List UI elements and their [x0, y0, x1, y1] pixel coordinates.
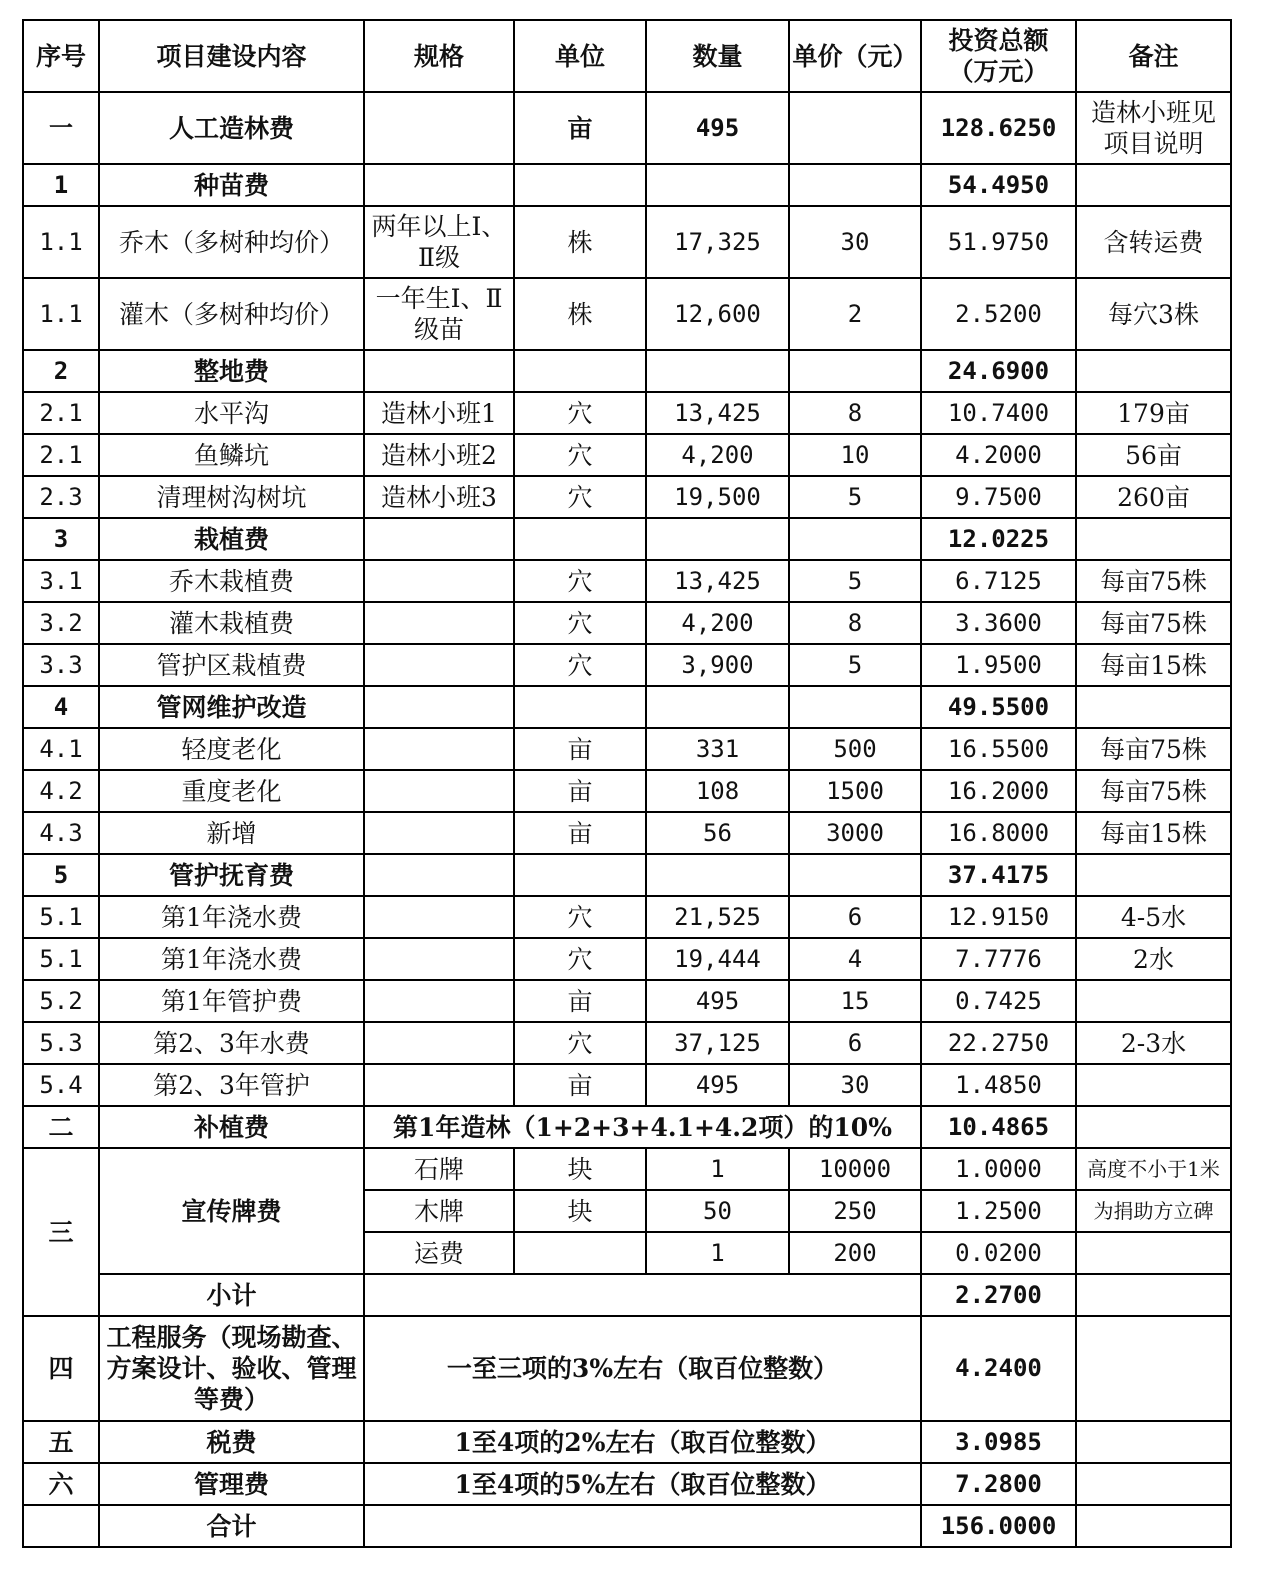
row-note: [1076, 518, 1231, 560]
table-row: [23, 644, 1231, 686]
row-price: 10: [789, 434, 921, 476]
signage-total: 1.0000: [921, 1148, 1076, 1190]
row-spec: [364, 812, 514, 854]
row-price: 15: [789, 980, 921, 1022]
row-content: 第1年管护费: [99, 980, 364, 1022]
row-content: 第2、3年水费: [99, 1022, 364, 1064]
row-no: 4.1: [23, 728, 99, 770]
row-qty: 495: [646, 980, 789, 1022]
signage-subtotal-row: [23, 1274, 1231, 1316]
row-price: 3000: [789, 812, 921, 854]
signage-total: 0.0200: [921, 1232, 1076, 1274]
tax-total: 3.0985: [921, 1421, 1076, 1463]
table-row: [23, 980, 1231, 1022]
row-spec: [364, 770, 514, 812]
row-qty: 4,200: [646, 434, 789, 476]
row-no: 2: [23, 350, 99, 392]
mgmt-content: 管理费: [99, 1463, 364, 1505]
row-unit: 穴: [514, 560, 646, 602]
row-price: 5: [789, 560, 921, 602]
subtotal-note: [1076, 1274, 1231, 1316]
row-content: 鱼鳞坑: [99, 434, 364, 476]
row-spec: [364, 686, 514, 728]
replant-note: [1076, 1106, 1231, 1148]
header-total: 投资总额（万元）: [921, 20, 1076, 92]
table-row: [23, 770, 1231, 812]
service-formula: 一至三项的3%左右（取百位整数）: [364, 1316, 921, 1421]
row-total: 16.8000: [921, 812, 1076, 854]
row-note: 2水: [1076, 938, 1231, 980]
row-qty: [646, 686, 789, 728]
signage-price: 250: [789, 1190, 921, 1232]
row-total: 0.7425: [921, 980, 1076, 1022]
row-spec: [364, 980, 514, 1022]
grand-total: 156.0000: [921, 1505, 1076, 1547]
row-note: 每穴3株: [1076, 278, 1231, 350]
row-unit: 亩: [514, 1064, 646, 1106]
row-note: [1076, 1064, 1231, 1106]
row-note: 每亩15株: [1076, 812, 1231, 854]
row-unit: [514, 164, 646, 206]
row-spec: [364, 602, 514, 644]
row-content: 水平沟: [99, 392, 364, 434]
table-row: [23, 1064, 1231, 1106]
row-total: 16.2000: [921, 770, 1076, 812]
row-spec: [364, 92, 514, 164]
row-qty: 19,500: [646, 476, 789, 518]
row-qty: [646, 854, 789, 896]
row-qty: 13,425: [646, 560, 789, 602]
table-row: [23, 92, 1231, 164]
row-spec: 一年生Ⅰ、Ⅱ级苗: [364, 278, 514, 350]
row-qty: 331: [646, 728, 789, 770]
row-no: 一: [23, 92, 99, 164]
signage-note: 高度不小于1米: [1076, 1148, 1231, 1190]
row-total: 54.4950: [921, 164, 1076, 206]
row-price: [789, 350, 921, 392]
row-total: 37.4175: [921, 854, 1076, 896]
row-content: 第1年浇水费: [99, 896, 364, 938]
row-content: 重度老化: [99, 770, 364, 812]
row-total: 10.7400: [921, 392, 1076, 434]
row-price: 6: [789, 896, 921, 938]
table-row: [23, 434, 1231, 476]
row-total: 3.3600: [921, 602, 1076, 644]
row-no: 5: [23, 854, 99, 896]
row-spec: [364, 896, 514, 938]
signage-price: 200: [789, 1232, 921, 1274]
signage-unit: 块: [514, 1190, 646, 1232]
signage-note: 为捐助方立碑: [1076, 1190, 1231, 1232]
grand-label: 合计: [99, 1505, 364, 1547]
table-row: [23, 350, 1231, 392]
row-note: [1076, 854, 1231, 896]
row-content: 栽植费: [99, 518, 364, 560]
table-row: [23, 1022, 1231, 1064]
row-content: 乔木（多树种均价）: [99, 206, 364, 278]
replant-no: 二: [23, 1106, 99, 1148]
row-price: 8: [789, 602, 921, 644]
signage-row: [23, 1148, 1231, 1190]
row-price: 500: [789, 728, 921, 770]
row-price: 5: [789, 644, 921, 686]
row-price: 8: [789, 392, 921, 434]
row-price: 5: [789, 476, 921, 518]
row-spec: [364, 164, 514, 206]
row-unit: 穴: [514, 602, 646, 644]
row-no: 3.1: [23, 560, 99, 602]
row-note: [1076, 980, 1231, 1022]
row-no: 4: [23, 686, 99, 728]
row-note: 每亩75株: [1076, 602, 1231, 644]
row-spec: [364, 350, 514, 392]
signage-price: 10000: [789, 1148, 921, 1190]
tax-content: 税费: [99, 1421, 364, 1463]
row-unit: 亩: [514, 770, 646, 812]
table-row: [23, 560, 1231, 602]
row-unit: 亩: [514, 812, 646, 854]
row-note: 造林小班见项目说明: [1076, 92, 1231, 164]
mgmt-formula: 1至4项的5%左右（取百位整数）: [364, 1463, 921, 1505]
row-no: 5.2: [23, 980, 99, 1022]
row-no: 5.1: [23, 938, 99, 980]
row-qty: 37,125: [646, 1022, 789, 1064]
row-price: [789, 854, 921, 896]
table-row: [23, 164, 1231, 206]
signage-qty: 50: [646, 1190, 789, 1232]
replant-total: 10.4865: [921, 1106, 1076, 1148]
replant-content: 补植费: [99, 1106, 364, 1148]
row-spec: [364, 728, 514, 770]
row-qty: 17,325: [646, 206, 789, 278]
row-no: 2.1: [23, 392, 99, 434]
row-content: 新增: [99, 812, 364, 854]
row-qty: 495: [646, 92, 789, 164]
service-row: [23, 1316, 1231, 1421]
header-price: 单价（元）: [789, 20, 921, 92]
header-no: 序号: [23, 20, 99, 92]
row-content: 管护区栽植费: [99, 644, 364, 686]
service-total: 4.2400: [921, 1316, 1076, 1421]
row-qty: 19,444: [646, 938, 789, 980]
table-row: [23, 728, 1231, 770]
row-price: 4: [789, 938, 921, 980]
subtotal-total: 2.2700: [921, 1274, 1076, 1316]
tax-note: [1076, 1421, 1231, 1463]
row-content: 轻度老化: [99, 728, 364, 770]
header-note: 备注: [1076, 20, 1231, 92]
row-no: 1.1: [23, 206, 99, 278]
row-total: 24.6900: [921, 350, 1076, 392]
row-total: 6.7125: [921, 560, 1076, 602]
row-no: 2.3: [23, 476, 99, 518]
row-qty: 56: [646, 812, 789, 854]
row-note: 含转运费: [1076, 206, 1231, 278]
row-unit: [514, 350, 646, 392]
row-spec: [364, 1064, 514, 1106]
tax-no: 五: [23, 1421, 99, 1463]
grand-blank: [364, 1505, 921, 1547]
table-row: [23, 518, 1231, 560]
row-unit: 穴: [514, 1022, 646, 1064]
row-spec: [364, 1022, 514, 1064]
service-no: 四: [23, 1316, 99, 1421]
row-note: [1076, 350, 1231, 392]
row-total: 51.9750: [921, 206, 1076, 278]
row-no: 2.1: [23, 434, 99, 476]
table-row: [23, 476, 1231, 518]
signage-no: 三: [23, 1148, 99, 1316]
row-note: 每亩75株: [1076, 770, 1231, 812]
row-unit: 穴: [514, 434, 646, 476]
row-no: 3.2: [23, 602, 99, 644]
row-note: 56亩: [1076, 434, 1231, 476]
row-no: 5.3: [23, 1022, 99, 1064]
signage-content: 宣传牌费: [99, 1148, 364, 1274]
row-no: 5.4: [23, 1064, 99, 1106]
row-content: 管护抚育费: [99, 854, 364, 896]
row-spec: [364, 560, 514, 602]
row-qty: 13,425: [646, 392, 789, 434]
mgmt-note: [1076, 1463, 1231, 1505]
row-no: 5.1: [23, 896, 99, 938]
mgmt-no: 六: [23, 1463, 99, 1505]
row-total: 1.9500: [921, 644, 1076, 686]
row-unit: 亩: [514, 92, 646, 164]
row-unit: 株: [514, 206, 646, 278]
signage-note: [1076, 1232, 1231, 1274]
row-no: 3.3: [23, 644, 99, 686]
row-unit: [514, 686, 646, 728]
table-row: [23, 854, 1231, 896]
row-spec: [364, 518, 514, 560]
row-note: 每亩75株: [1076, 560, 1231, 602]
row-price: 1500: [789, 770, 921, 812]
header-spec: 规格: [364, 20, 514, 92]
row-content: 整地费: [99, 350, 364, 392]
row-price: [789, 92, 921, 164]
row-spec: [364, 938, 514, 980]
table-row: [23, 896, 1231, 938]
row-spec: [364, 854, 514, 896]
row-qty: 12,600: [646, 278, 789, 350]
row-content: 第2、3年管护: [99, 1064, 364, 1106]
service-content: 工程服务（现场勘查、方案设计、验收、管理等费）: [99, 1316, 364, 1421]
row-qty: [646, 350, 789, 392]
row-qty: [646, 518, 789, 560]
row-note: [1076, 164, 1231, 206]
row-qty: [646, 164, 789, 206]
row-content: 清理树沟树坑: [99, 476, 364, 518]
row-content: 乔木栽植费: [99, 560, 364, 602]
row-total: 4.2000: [921, 434, 1076, 476]
row-unit: 亩: [514, 980, 646, 1022]
row-spec: 造林小班3: [364, 476, 514, 518]
row-unit: 穴: [514, 476, 646, 518]
row-spec: 两年以上Ⅰ、Ⅱ级: [364, 206, 514, 278]
row-total: 2.5200: [921, 278, 1076, 350]
row-unit: 穴: [514, 938, 646, 980]
row-total: 12.9150: [921, 896, 1076, 938]
row-qty: 4,200: [646, 602, 789, 644]
row-price: 30: [789, 1064, 921, 1106]
header-content: 项目建设内容: [99, 20, 364, 92]
row-total: 9.7500: [921, 476, 1076, 518]
row-no: 3: [23, 518, 99, 560]
row-unit: [514, 854, 646, 896]
row-unit: 穴: [514, 392, 646, 434]
row-note: 每亩75株: [1076, 728, 1231, 770]
grand-note: [1076, 1505, 1231, 1547]
row-total: 22.2750: [921, 1022, 1076, 1064]
row-qty: 3,900: [646, 644, 789, 686]
header-row: [23, 20, 1231, 92]
row-unit: 亩: [514, 728, 646, 770]
mgmt-total: 7.2800: [921, 1463, 1076, 1505]
signage-unit: [514, 1232, 646, 1274]
row-spec: 造林小班1: [364, 392, 514, 434]
table-row: [23, 938, 1231, 980]
row-qty: 21,525: [646, 896, 789, 938]
row-price: [789, 686, 921, 728]
row-note: 每亩15株: [1076, 644, 1231, 686]
replant-formula: 第1年造林（1+2+3+4.1+4.2项）的10%: [364, 1106, 921, 1148]
mgmt-row: [23, 1463, 1231, 1505]
signage-unit: 块: [514, 1148, 646, 1190]
row-unit: [514, 518, 646, 560]
subtotal-blank: [364, 1274, 921, 1316]
subtotal-label: 小计: [99, 1274, 364, 1316]
row-total: 49.5500: [921, 686, 1076, 728]
row-note: [1076, 686, 1231, 728]
grand-no: [23, 1505, 99, 1547]
table-row: [23, 812, 1231, 854]
row-total: 1.4850: [921, 1064, 1076, 1106]
header-unit: 单位: [514, 20, 646, 92]
row-note: 4-5水: [1076, 896, 1231, 938]
replant-row: [23, 1106, 1231, 1148]
row-no: 1.1: [23, 278, 99, 350]
row-price: 30: [789, 206, 921, 278]
row-content: 人工造林费: [99, 92, 364, 164]
row-no: 4.2: [23, 770, 99, 812]
row-note: 179亩: [1076, 392, 1231, 434]
signage-spec: 运费: [364, 1232, 514, 1274]
row-content: 第1年浇水费: [99, 938, 364, 980]
signage-total: 1.2500: [921, 1190, 1076, 1232]
service-note: [1076, 1316, 1231, 1421]
row-price: [789, 518, 921, 560]
row-total: 128.6250: [921, 92, 1076, 164]
row-content: 种苗费: [99, 164, 364, 206]
row-price: 6: [789, 1022, 921, 1064]
signage-spec: 石牌: [364, 1148, 514, 1190]
table-row: [23, 392, 1231, 434]
header-qty: 数量: [646, 20, 789, 92]
row-qty: 108: [646, 770, 789, 812]
row-spec: [364, 644, 514, 686]
row-no: 4.3: [23, 812, 99, 854]
row-note: 260亩: [1076, 476, 1231, 518]
row-spec: 造林小班2: [364, 434, 514, 476]
grand-total-row: [23, 1505, 1231, 1547]
row-no: 1: [23, 164, 99, 206]
tax-formula: 1至4项的2%左右（取百位整数）: [364, 1421, 921, 1463]
row-qty: 495: [646, 1064, 789, 1106]
row-total: 16.5500: [921, 728, 1076, 770]
row-price: [789, 164, 921, 206]
row-unit: 穴: [514, 644, 646, 686]
row-unit: 穴: [514, 896, 646, 938]
budget-table: [22, 19, 1232, 1548]
row-content: 灌木（多树种均价）: [99, 278, 364, 350]
table-row: [23, 206, 1231, 278]
table-row: [23, 278, 1231, 350]
row-total: 7.7776: [921, 938, 1076, 980]
row-content: 灌木栽植费: [99, 602, 364, 644]
table-row: [23, 602, 1231, 644]
row-content: 管网维护改造: [99, 686, 364, 728]
row-price: 2: [789, 278, 921, 350]
row-total: 12.0225: [921, 518, 1076, 560]
row-note: 2-3水: [1076, 1022, 1231, 1064]
tax-row: [23, 1421, 1231, 1463]
row-unit: 株: [514, 278, 646, 350]
table-row: [23, 686, 1231, 728]
signage-qty: 1: [646, 1148, 789, 1190]
signage-spec: 木牌: [364, 1190, 514, 1232]
signage-qty: 1: [646, 1232, 789, 1274]
